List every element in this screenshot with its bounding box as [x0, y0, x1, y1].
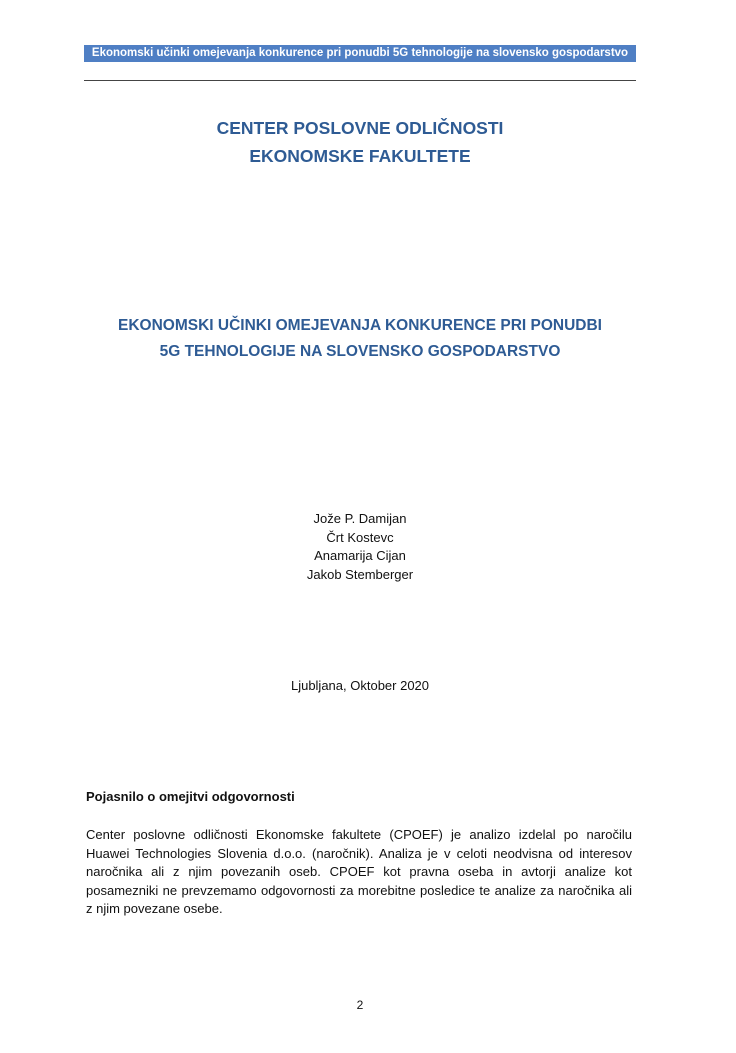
author-name: Anamarija Cijan [314, 548, 406, 563]
page-number: 2 [356, 998, 364, 1012]
author-list [84, 510, 636, 584]
disclaimer-heading: Pojasnilo o omejitvi odgovornosti [86, 789, 295, 804]
author-name: Črt Kostevc [326, 529, 394, 545]
report-title [84, 313, 636, 365]
report-title-line-2: 5G TEHNOLOGIJE NA SLOVENSKO GOSPODARSTVO [159, 343, 561, 360]
author-name: Jože P. Damijan [313, 511, 407, 526]
disclaimer-body: Center poslovne odličnosti Ekonomske fakultete (CPOEF) je analizo izdelal po naročilu Huawei Technologies Slovenia d.o.o. (naročnik). Analiza je v celoti neodvisna od interesov naročnika ali z njim povezanih oseb. CPOEF kot pravna oseba in avtorji analize kot posamezniki ne prevzemamo odgovornosti za morebitne posledice te analize za naročnika ali z njim povezane osebe. [86, 827, 632, 916]
report-title-line-1: EKONOMSKI UČINKI OMEJEVANJA KONKURENCE PRI PONUDBI [118, 317, 602, 334]
author-name: Jakob Stemberger [306, 566, 414, 582]
header-divider [84, 80, 636, 81]
organization-name [84, 114, 636, 170]
organization-line-1: CENTER POSLOVNE ODLIČNOSTI [216, 118, 504, 138]
running-header [84, 45, 636, 62]
running-header-text: Ekonomski učinki omejevanja konkurence pri ponudbi 5G tehnologije na slovensko gospodarstvo [91, 47, 629, 59]
organization-line-2: EKONOMSKE FAKULTETE [249, 146, 471, 166]
place-and-date: Ljubljana, Oktober 2020 [290, 678, 430, 693]
